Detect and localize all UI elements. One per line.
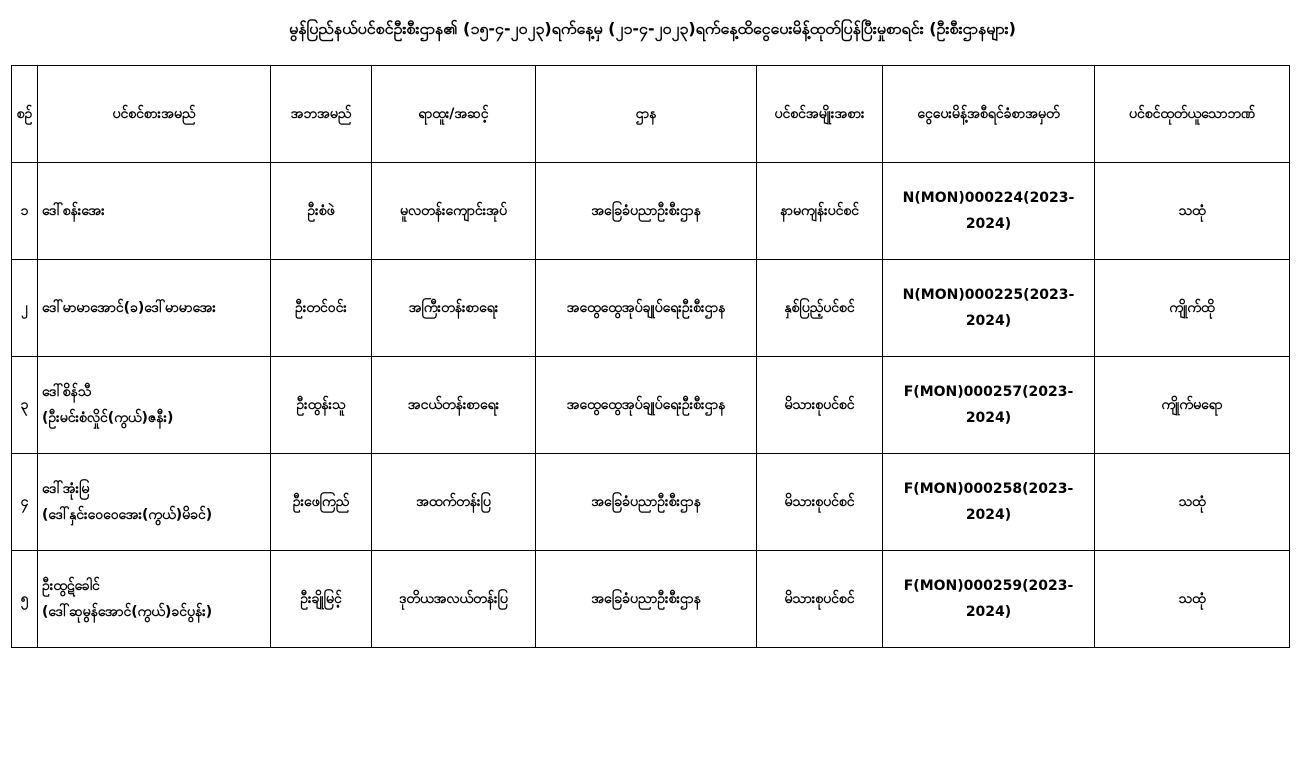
- row-rank: မူလတန်းကျောင်းအုပ်: [372, 163, 536, 260]
- row-pensioner-name: [38, 551, 271, 648]
- table-row: [12, 163, 1290, 260]
- row-department: အခြေခံပညာဦးစီးဌာန: [536, 163, 757, 260]
- table-row: [12, 357, 1290, 454]
- row-order-number: F(MON)000259(2023-2024): [883, 551, 1095, 648]
- table-row: [12, 551, 1290, 648]
- table-header-row: [12, 66, 1290, 163]
- row-no: ၃: [12, 357, 38, 454]
- row-order-number: F(MON)000257(2023-2024): [883, 357, 1095, 454]
- row-father-name: ဦးချိုမြင့်: [271, 551, 372, 648]
- header-rank: ရာထူး/အဆင့်: [372, 66, 536, 163]
- row-pension-type: နှစ်ပြည့်ပင်စင်: [757, 260, 883, 357]
- row-issuing-office: သထုံ: [1095, 551, 1290, 648]
- row-order-number: N(MON)000225(2023-2024): [883, 260, 1095, 357]
- row-father-name: ဦးဖေကြည်: [271, 454, 372, 551]
- pension-order-table: [11, 65, 1290, 648]
- row-rank: အငယ်တန်းစာရေး: [372, 357, 536, 454]
- name-line-1: ဦးထွဋ်ခေါင်: [42, 578, 100, 594]
- row-no: ၅: [12, 551, 38, 648]
- row-order-number: F(MON)000258(2023-2024): [883, 454, 1095, 551]
- row-no: ၄: [12, 454, 38, 551]
- row-issuing-office: ကျိုက်ထို: [1095, 260, 1290, 357]
- row-pension-type: မိသားစုပင်စင်: [757, 551, 883, 648]
- row-pensioner-name: [38, 260, 271, 357]
- page-title: မွန်ပြည်နယ်ပင်စင်ဦးစီးဌာန၏ (၁၅-၄-၂၀၂၃)ရက်နေ့မှ (၂၁-၄-၂၀၂၃)ရက်နေ့ထိငွေပေးမိန့်ထုတ်ပြန်ပြီးမှုစာရင်း (ဦးစီးဌာနများ): [289, 19, 1016, 38]
- row-pensioner-name: [38, 357, 271, 454]
- row-pensioner-name: [38, 454, 271, 551]
- row-pension-type: မိသားစုပင်စင်: [757, 454, 883, 551]
- row-no: ၂: [12, 260, 38, 357]
- header-issuing-office: ပင်စင်ထုတ်ယူသောဘဏ်: [1095, 66, 1290, 163]
- table-row: [12, 454, 1290, 551]
- header-no: စဉ်: [12, 66, 38, 163]
- row-pensioner-name: [38, 163, 271, 260]
- row-issuing-office: သထုံ: [1095, 454, 1290, 551]
- row-order-number: N(MON)000224(2023-2024): [883, 163, 1095, 260]
- row-department: အထွေထွေအုပ်ချုပ်ရေးဦးစီးဌာန: [536, 357, 757, 454]
- row-department: အခြေခံပညာဦးစီးဌာန: [536, 551, 757, 648]
- name-line-1: ဒေါ်မာမာအောင်(ခ)ဒေါ်မာမာအေး: [42, 300, 216, 316]
- row-rank: အကြီးတန်းစာရေး: [372, 260, 536, 357]
- row-department: အထွေထွေအုပ်ချုပ်ရေးဦးစီးဌာန: [536, 260, 757, 357]
- name-line-2: (ဒေါ်နှင်းဝေဝေအေး(ကွယ်)မိခင်): [42, 507, 213, 523]
- name-line-1: ဒေါ်အုံးမြ: [42, 481, 90, 497]
- header-order-number: ငွေပေးမိန့်အစီရင်ခံစာအမှတ်: [883, 66, 1095, 163]
- header-department: ဌာန: [536, 66, 757, 163]
- name-line-1: ဒေါ်စိန်သီ: [42, 384, 92, 400]
- header-father-name: အဘအမည်: [271, 66, 372, 163]
- row-father-name: ဦးတင်ဝင်း: [271, 260, 372, 357]
- row-father-name: ဦးထွန်းသူ: [271, 357, 372, 454]
- row-department: အခြေခံပညာဦးစီးဌာန: [536, 454, 757, 551]
- row-rank: ဒုတိယအလယ်တန်းပြ: [372, 551, 536, 648]
- header-pension-type: ပင်စင်အမျိုးအစား: [757, 66, 883, 163]
- name-line-1: ဒေါ်စန်းအေး: [42, 203, 105, 219]
- row-rank: အထက်တန်းပြ: [372, 454, 536, 551]
- row-pension-type: နာမကျန်းပင်စင်: [757, 163, 883, 260]
- table-row: [12, 260, 1290, 357]
- row-pension-type: မိသားစုပင်စင်: [757, 357, 883, 454]
- name-line-2: (ဒေါ်ဆုမွန်အောင်(ကွယ်)ခင်ပွန်း): [42, 604, 213, 620]
- row-no: ၁: [12, 163, 38, 260]
- name-line-2: (ဦးမင်းစံလှိုင်(ကွယ်)ဇနီး): [42, 410, 174, 426]
- header-pensioner-name: ပင်စင်စားအမည်: [38, 66, 271, 163]
- row-father-name: ဦးစံဖဲ: [271, 163, 372, 260]
- row-issuing-office: ကျိုက်မရော: [1095, 357, 1290, 454]
- row-issuing-office: သထုံ: [1095, 163, 1290, 260]
